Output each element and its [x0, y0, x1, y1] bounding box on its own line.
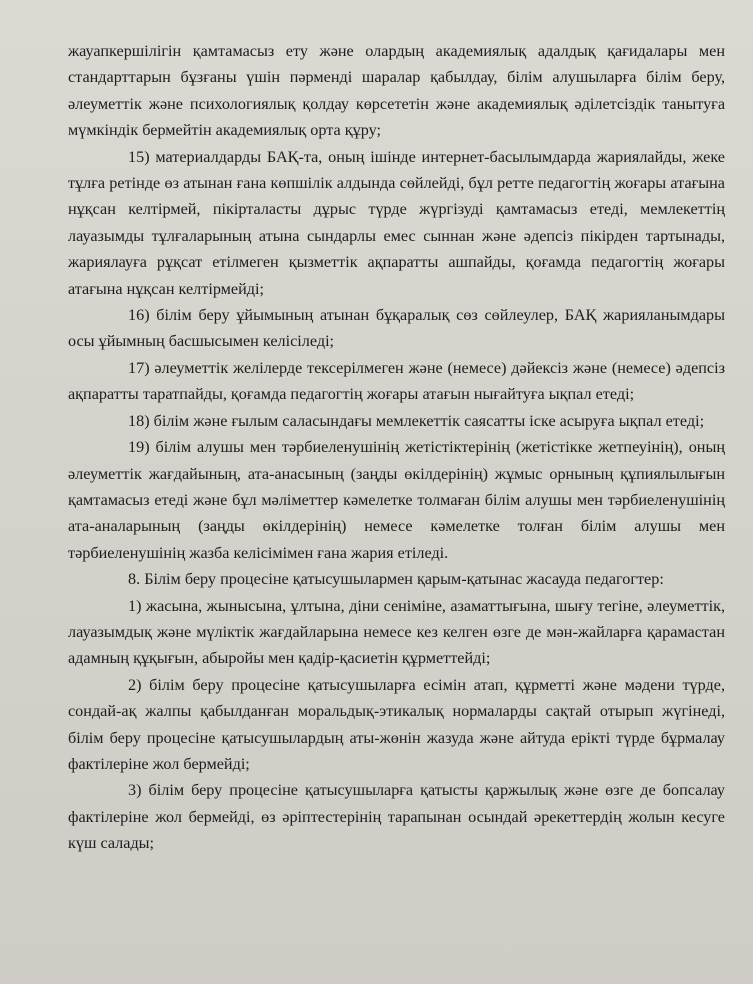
paragraph-item-18: 18) білім және ғылым саласындағы мемлекеттік саясатты іске асыруға ықпал етеді; [128, 411, 705, 430]
paragraph-item-1: 1) жасына, жынысына, ұлтына, діни сеніміне, азаматтығына, шығу тегіне, әлеуметтік, лауазымдық және мүліктік жағдайларына немесе кез келген өзге де мән-жайларға қарамастан адамның құқығын, абыройы мен қадір-қасиетін құрметтейді; [68, 596, 725, 668]
paragraph-item-3: 3) білім беру процесіне қатысушыларға қатысты қаржылық және өзге де бопсалау фактілеріне жол бермейді, өз әріптестерінің тарапынан осындай әрекеттердің жолын кесуге күш салады; [68, 781, 725, 853]
paragraph-section-8: 8. Білім беру процесіне қатысушылармен қарым-қатынас жасауда педагогтер: [128, 570, 664, 589]
paragraph-item-15: 15) материалдарды БАҚ-та, оның ішінде интернет-басылымдарда жариялайды, жеке тұлға ретінде өз атынан ғана көпшілік алдында сөйлейді, бұл ретте педагогтің жоғары атағына нұқсан келтірмей, пікірталасты дұрыс түрде жүргізуді қамтамасыз етеді, мемлекеттің лауазымды тұлғаларының атына сындарлы емес сыннан және әдепсіз пікірден тартынады, жариялауға рұқсат етілмеген қызметтік ақпаратты ашпайды, қоғамда педагогтің жоғары атағына нұқсан келтірмейді; [68, 147, 725, 298]
paragraph-item-17: 17) әлеуметтік желілерде тексерілмеген және (немесе) дәйексіз және (немесе) әдепсіз ақпаратты таратпайды, қоғамда педагогтің жоғары атағын нығайтуға ықпал етеді; [68, 358, 725, 404]
paragraph-item-19: 19) білім алушы мен тәрбиеленушінің жетістіктерінің (жетістікке жетпеуінің), оның әлеуметтік жағдайының, ата-анасының (заңды өкілдерінің) жұмыс орнының құпиялылығын қамтамасыз етеді және бұл мәліметтер кәмелетке толмаған білім алушы мен тәрбиеленушінің ата-аналарының (заңды өкілдерінің) немесе кәмелетке толған білім алушы мен тәрбиеленушінің жазба келісімімен ғана жария етіледі. [68, 438, 725, 562]
paragraph-item-16: 16) білім беру ұйымының атынан бұқаралық сөз сөйлеулер, БАҚ жарияланымдары осы ұйымның басшысымен келісіледі; [68, 306, 725, 351]
paragraph-continuation: жауапкершілігін қамтамасыз ету және олардың академиялық адалдық қағидалары мен стандарттарын бұзғаны үшін пәрменді шаралар қабылдау, білім алушыларға білім беру, әлеуметтік және психологиялық қолдау көрсететін және академиялық әділетсіздік танытуға мүмкіндік бермейтін академиялық орта құру; [68, 42, 725, 140]
paragraph-item-2: 2) білім беру процесіне қатысушыларға есімін атап, құрметті және мәдени түрде, сондай-ақ жалпы қабылданған моральдық-этикалық нормаларды сақтай отырып жүгінеді, білім беру процесіне қатысушылардың аты-жөнін жазуда және айтуда ерікті түрде бұрмалау фактілеріне жол бермейді; [68, 675, 725, 773]
